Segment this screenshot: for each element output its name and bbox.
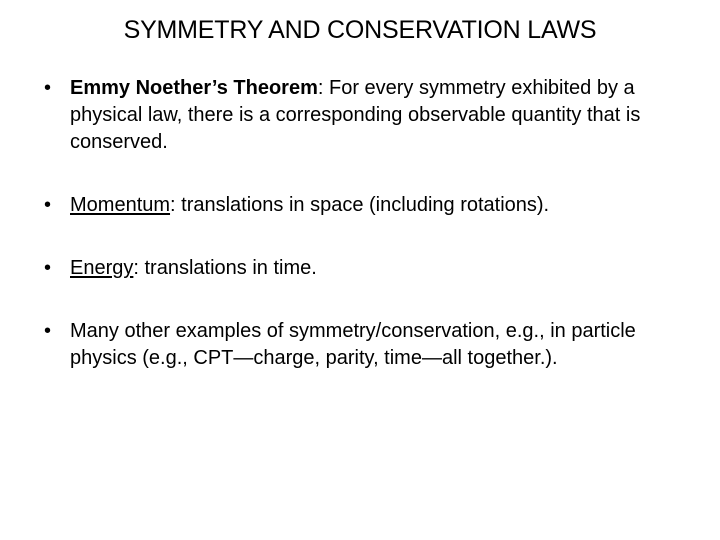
bullet-list bbox=[44, 75, 684, 372]
slide-title: SYMMETRY AND CONSERVATION LAWS bbox=[123, 16, 597, 44]
bullet-term-energy: Energy bbox=[70, 257, 134, 279]
bullet-item-other-examples bbox=[44, 318, 684, 372]
bullet-term-momentum: Momentum bbox=[70, 194, 171, 216]
bullet-marker: • bbox=[44, 194, 52, 216]
bullet-marker: • bbox=[44, 77, 52, 99]
bullet-text-other-examples: Many other examples of symmetry/conservation, e.g., in particle physics (e.g., CPT—charge, parity, time—all together.). bbox=[70, 320, 636, 369]
bullet-text-energy: : translations in time. bbox=[133, 257, 317, 279]
bullet-marker: • bbox=[44, 320, 52, 342]
bullet-item-momentum bbox=[44, 192, 684, 219]
bullet-item-noether bbox=[44, 75, 684, 156]
bullet-item-energy bbox=[44, 255, 684, 282]
bullet-marker: • bbox=[44, 257, 52, 279]
bullet-term-noether: Emmy Noether’s Theorem bbox=[70, 77, 318, 99]
bullet-text-noether: : For every symmetry exhibited by a physical law, there is a corresponding observable quantity that is conserved. bbox=[70, 77, 641, 153]
bullet-text-momentum: : translations in space (including rotations). bbox=[170, 194, 550, 216]
